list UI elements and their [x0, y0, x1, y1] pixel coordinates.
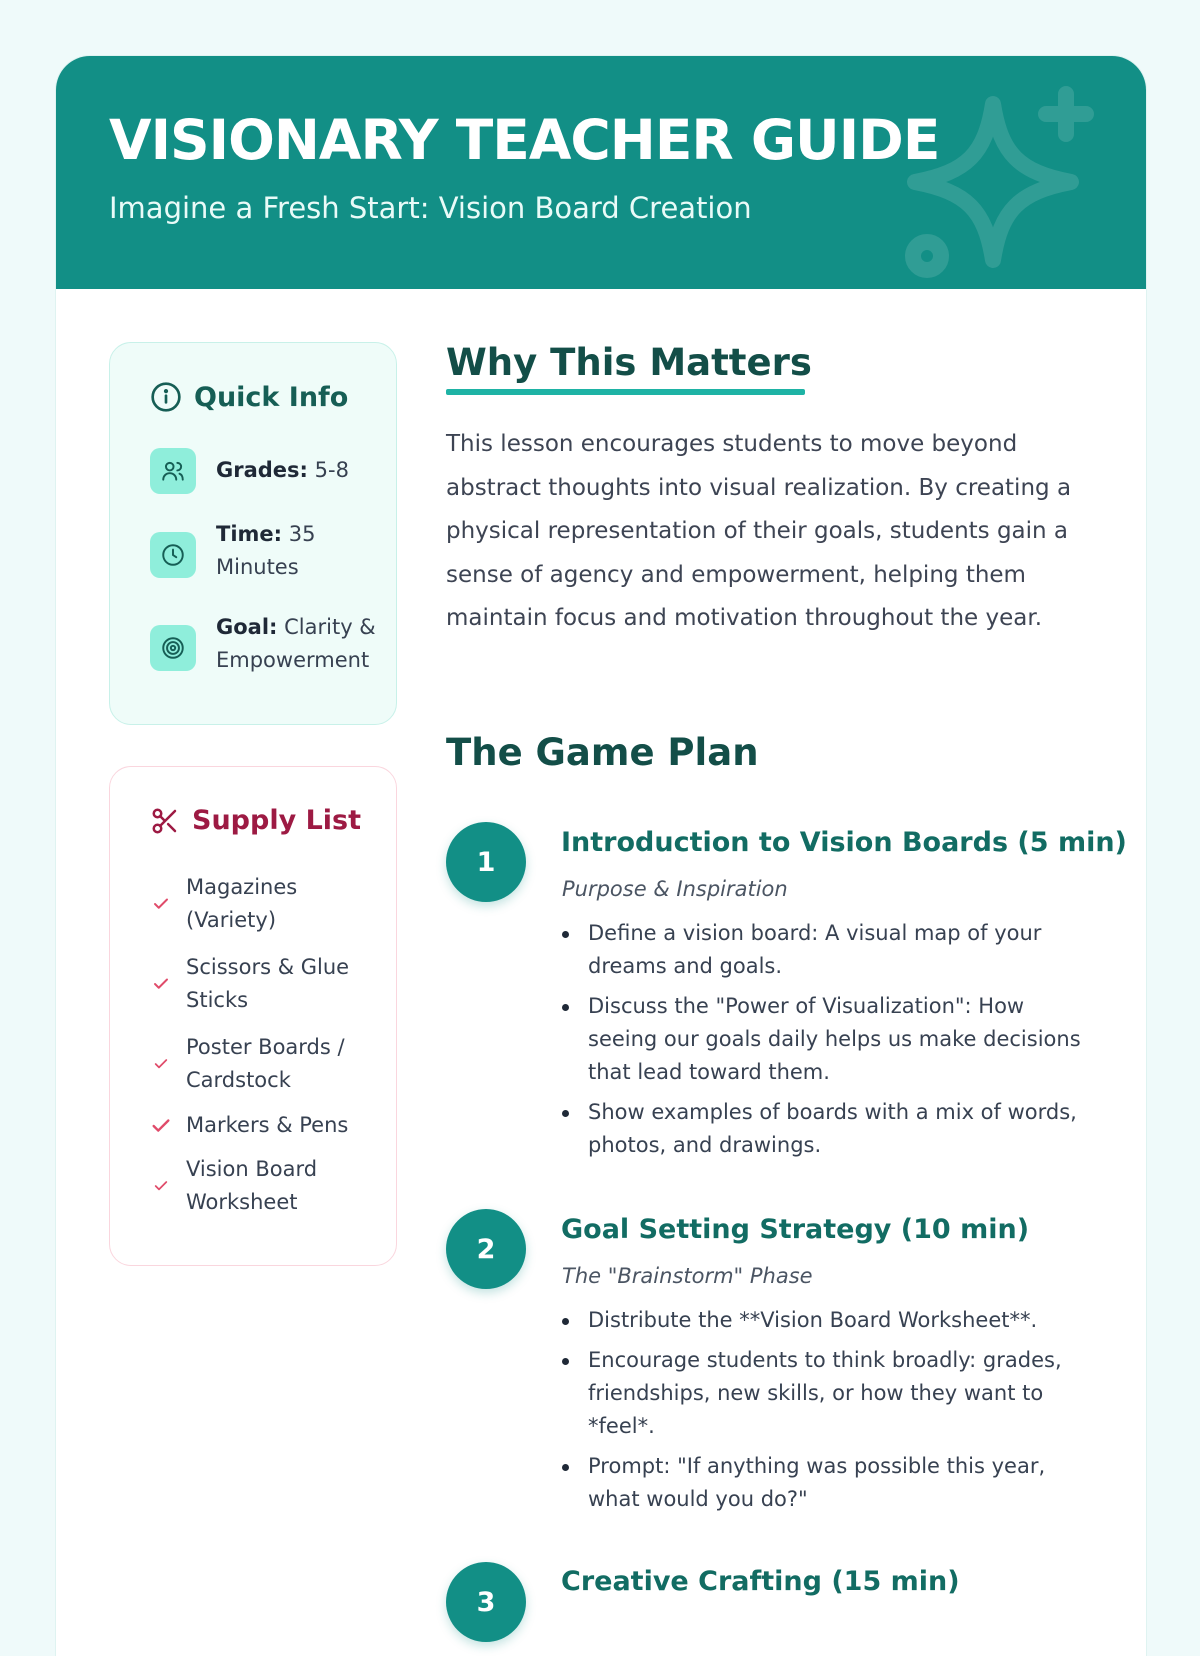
- supply-item: [150, 871, 376, 937]
- time-value: 35 Minutes: [216, 522, 316, 579]
- target-icon: [150, 625, 196, 671]
- guide-card: [56, 56, 1146, 1656]
- why-paragraph: This lesson encourages students to move beyond abstract thoughts into visual realization. By creating a physical representation of their goals, students gain a sense of agency and empowerment, helping them maintain focus and motivation throughout the year.: [446, 431, 1072, 631]
- sparkle-icon: [901, 84, 1111, 289]
- info-circle-icon: [150, 381, 182, 413]
- check-icon: [150, 975, 172, 993]
- grades-value: 5-8: [314, 458, 349, 482]
- info-row-time: [150, 518, 386, 584]
- quick-info-title: Quick Info: [194, 381, 349, 413]
- supply-item: [150, 1109, 376, 1142]
- supply-item-label: Scissors & Glue Sticks: [186, 955, 350, 1012]
- supply-item: [150, 1153, 376, 1219]
- why-heading: Why This Matters: [446, 341, 812, 384]
- grades-label: Grades:: [216, 458, 308, 482]
- step-bullet: Prompt: "If anything was possible this year, what would you do?": [562, 1450, 1092, 1516]
- supply-item-label: Poster Boards / Cardstock: [186, 1035, 345, 1092]
- step-number: 1: [446, 822, 526, 902]
- supply-list-title: Supply List: [192, 805, 362, 836]
- step-bullet: Distribute the **Vision Board Worksheet**.: [562, 1304, 1092, 1337]
- guide-header: [56, 56, 1146, 289]
- info-row-goal: [150, 611, 386, 677]
- check-icon: [150, 1178, 172, 1194]
- goal-value: Clarity & Empowerment: [216, 615, 376, 672]
- check-icon: [150, 1056, 172, 1072]
- step-bullet: Encourage students to think broadly: grades, friendships, new skills, or how they want to *feel*.: [562, 1344, 1092, 1443]
- step-number: 3: [446, 1562, 526, 1642]
- supply-list-panel: [109, 766, 397, 1266]
- step-subtitle: The "Brainstorm" Phase: [562, 1264, 813, 1288]
- step-number: 2: [446, 1209, 526, 1289]
- step-bullet: Discuss the "Power of Visualization": How seeing our goals daily helps us make decisions that lead toward them.: [562, 990, 1092, 1089]
- supply-item: [150, 1031, 376, 1097]
- supply-item-label: Vision Board Worksheet: [186, 1157, 318, 1214]
- game-plan-heading: The Game Plan: [446, 731, 759, 774]
- goal-label: Goal:: [216, 615, 278, 639]
- step-title: Introduction to Vision Boards (5 min): [561, 827, 1127, 858]
- guide-subtitle: Imagine a Fresh Start: Vision Board Creation: [109, 191, 752, 225]
- step-bullets: [562, 917, 1092, 1169]
- clock-icon: [150, 532, 196, 578]
- step-title: Goal Setting Strategy (10 min): [561, 1214, 1030, 1245]
- step-subtitle: Purpose & Inspiration: [562, 877, 788, 901]
- step-title: Creative Crafting (15 min): [561, 1566, 960, 1597]
- users-icon: [150, 448, 196, 494]
- step-bullet: Show examples of boards with a mix of words, photos, and drawings.: [562, 1096, 1092, 1162]
- step-bullet: Define a vision board: A visual map of your dreams and goals.: [562, 917, 1092, 983]
- guide-title: VISIONARY TEACHER GUIDE: [109, 108, 940, 172]
- quick-info-panel: [109, 342, 397, 725]
- info-row-grades: [150, 448, 386, 494]
- supply-list-heading: [150, 805, 361, 836]
- supply-item: [150, 951, 376, 1017]
- check-icon: [150, 895, 172, 913]
- scissors-icon: [150, 806, 180, 836]
- why-underline: [446, 389, 805, 395]
- supply-item-label: Markers & Pens: [186, 1113, 349, 1137]
- step-bullets: [562, 1304, 1092, 1523]
- check-icon: [150, 1115, 172, 1137]
- time-label: Time:: [216, 522, 283, 546]
- supply-item-label: Magazines (Variety): [186, 875, 298, 932]
- quick-info-heading: [150, 381, 348, 413]
